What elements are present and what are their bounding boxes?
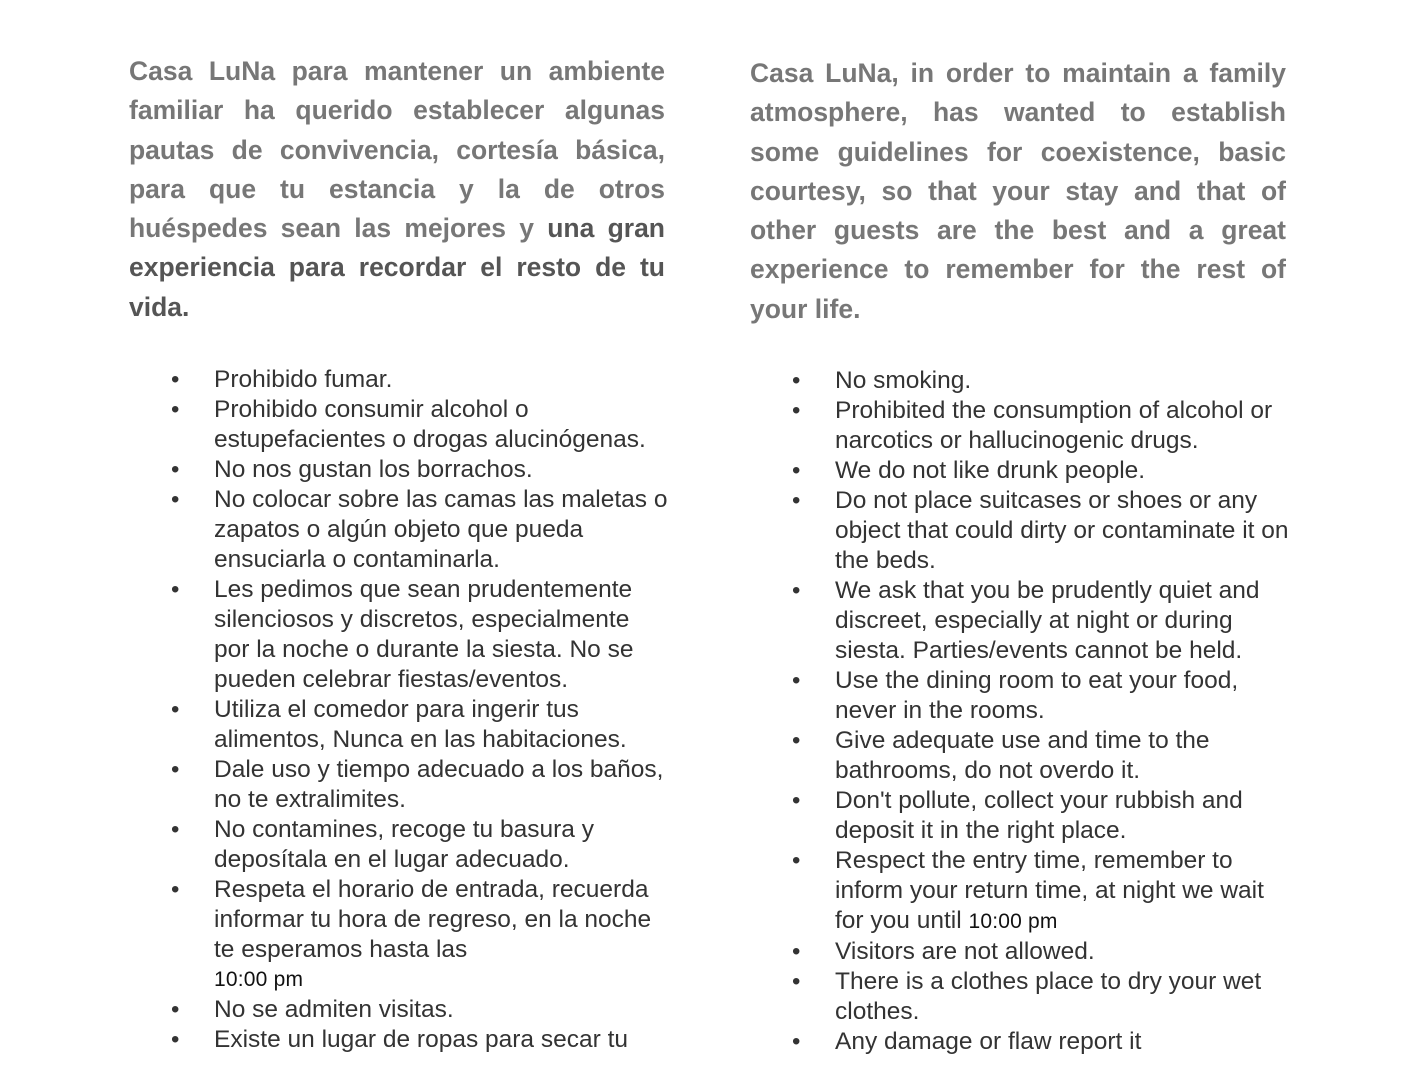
english-rules-list: [750, 366, 1290, 1057]
rule-text: Don't pollute, collect your rubbish and deposit it in the right place.: [835, 787, 1243, 844]
rule-text: No smoking.: [835, 367, 972, 394]
rule-text: Prohibido consumir alcohol o estupefacientes o drogas alucinógenas.: [214, 396, 646, 453]
bullet: •: [792, 577, 801, 604]
bullet: •: [171, 486, 180, 513]
bullet: •: [792, 397, 801, 424]
list-item: [129, 815, 669, 875]
list-item: [750, 486, 1290, 576]
spanish-intro: [129, 52, 665, 327]
bullet: •: [792, 938, 801, 965]
list-item: [129, 695, 669, 755]
rule-text: No colocar sobre las camas las maletas o zapatos o algún objeto que pueda ensuciarla o contaminarla.: [214, 486, 668, 573]
rule-text: We ask that you be prudently quiet and discreet, especially at night or during siesta. Parties/events cannot be held.: [835, 577, 1260, 664]
bullet: •: [792, 968, 801, 995]
list-item: [750, 846, 1290, 937]
list-item: [750, 456, 1290, 486]
list-item: [129, 995, 669, 1025]
rule-text: We do not like drunk people.: [835, 457, 1146, 484]
bullet: •: [792, 1028, 801, 1055]
rule-text: Dale uso y tiempo adecuado a los baños, no te extralimites.: [214, 756, 664, 813]
rule-text: Existe un lugar de ropas para secar tu: [214, 1026, 629, 1053]
bullet: •: [171, 576, 180, 603]
bullet: •: [171, 876, 180, 903]
bullet: •: [792, 487, 801, 514]
bullet: •: [171, 696, 180, 723]
bullet: •: [792, 787, 801, 814]
rule-text: There is a clothes place to dry your wet clothes.: [835, 968, 1262, 1025]
rule-text: Les pedimos que sean prudentemente silenciosos y discretos, especialmente por la noche o durante la siesta. No se pueden celebrar fiestas/eventos.: [214, 576, 634, 693]
bullet: •: [171, 816, 180, 843]
list-item: [129, 395, 669, 455]
list-item: [129, 1025, 669, 1055]
spanish-rules-list: [129, 365, 669, 1055]
rule-text: No contamines, recoge tu basura y deposítala en el lugar adecuado.: [214, 816, 594, 873]
rule-text: Respect the entry time, remember to inform your return time, at night we wait for you until: [835, 847, 1264, 934]
rule-text: No nos gustan los borrachos.: [214, 456, 533, 483]
bullet: •: [171, 996, 180, 1023]
list-item: [750, 666, 1290, 726]
list-item: [750, 366, 1290, 396]
rule-text: Use the dining room to eat your food, never in the rooms.: [835, 667, 1239, 724]
rule-text: Prohibido fumar.: [214, 366, 393, 393]
list-item: [750, 937, 1290, 967]
rule-text: Do not place suitcases or shoes or any object that could dirty or contaminate it on the beds.: [835, 487, 1289, 574]
list-item: [750, 396, 1290, 456]
spanish-intro-lead: Casa LuNa para mantener un ambiente familiar ha querido establecer algunas pautas de convivencia, cortesía básica, para que tu estancia y la de otros huéspedes sean las mejores y: [129, 56, 665, 244]
rule-text: Prohibited the consumption of alcohol or narcotics or hallucinogenic drugs.: [835, 397, 1273, 454]
english-intro: Casa LuNa, in order to maintain a family atmosphere, has wanted to establish some guidelines for coexistence, basic courtesy, so that your stay and that of other guests are the best and a great experience to remember for the rest of your life.: [750, 58, 1286, 324]
bullet: •: [792, 367, 801, 394]
list-item: [129, 575, 669, 695]
list-item: [750, 967, 1290, 1027]
bullet: •: [171, 456, 180, 483]
list-item: [129, 485, 669, 575]
list-item: [129, 755, 669, 815]
list-item: [129, 455, 669, 485]
bullet: •: [171, 366, 180, 393]
list-item: [129, 365, 669, 395]
rule-text: Respeta el horario de entrada, recuerda informar tu hora de regreso, en la noche te esperamos hasta las: [214, 876, 652, 963]
list-item: [750, 726, 1290, 786]
rule-text: Visitors are not allowed.: [835, 938, 1095, 965]
rule-text: Give adequate use and time to the bathrooms, do not overdo it.: [835, 727, 1210, 784]
return-time: 10:00 pm: [968, 910, 1058, 933]
list-item: [750, 576, 1290, 666]
rule-text: Any damage or flaw report it: [835, 1028, 1142, 1055]
bullet: •: [792, 457, 801, 484]
list-item: [750, 1027, 1290, 1057]
bullet: •: [792, 667, 801, 694]
spanish-intro-emphasis: una gran experiencia para recordar el resto de tu vida.: [129, 213, 665, 322]
bullet: •: [171, 1026, 180, 1053]
list-item: [129, 875, 669, 995]
list-item: [750, 786, 1290, 846]
return-time: 10:00 pm: [214, 968, 304, 991]
bullet: •: [171, 396, 180, 423]
rule-text: Utiliza el comedor para ingerir tus alimentos, Nunca en las habitaciones.: [214, 696, 627, 753]
bullet: •: [171, 756, 180, 783]
rule-text: No se admiten visitas.: [214, 996, 454, 1023]
bullet: •: [792, 727, 801, 754]
bullet: •: [792, 847, 801, 874]
